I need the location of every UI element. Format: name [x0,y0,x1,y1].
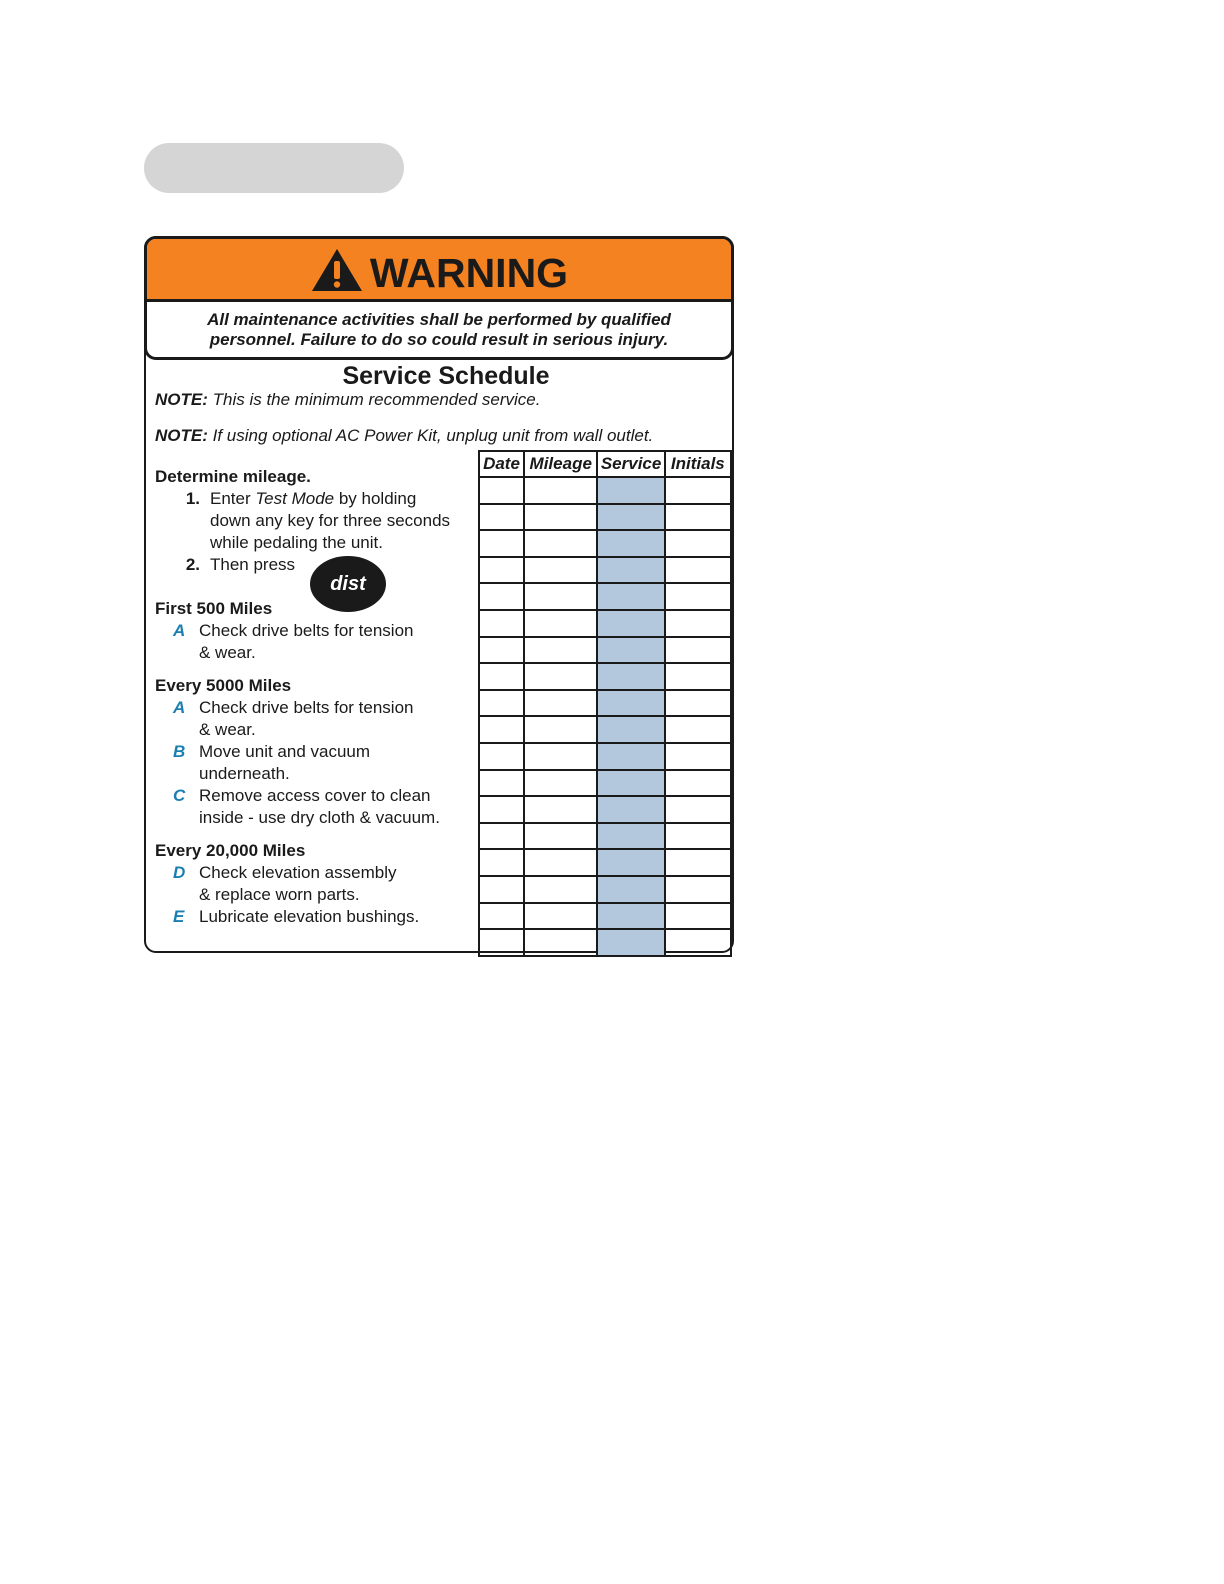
cell-initials [665,557,731,584]
step-text-part: down any key for three seconds [210,511,451,530]
cell-initials [665,637,731,664]
note-label: NOTE: [155,426,208,445]
cell-mileage [524,530,597,557]
cell-mileage [524,929,597,956]
header-tab-placeholder [144,143,404,193]
table-row [479,557,731,584]
first-500-item-a [155,620,475,664]
warning-title: WARNING [369,249,569,296]
cell-service [597,743,664,770]
warning-line-1: All maintenance activities shall be performed by qualified [207,310,671,329]
item-text [199,697,414,741]
cell-initials [665,849,731,876]
cell-initials [665,743,731,770]
cell-initials [665,610,731,637]
item-letter: C [173,786,186,805]
cell-mileage [524,743,597,770]
cell-initials [665,663,731,690]
table-row [479,690,731,717]
cell-service [597,929,664,956]
item-line: Check elevation assembly [199,863,397,882]
table-row [479,876,731,903]
item-line: & wear. [199,643,256,662]
warning-triangle-icon [310,247,364,293]
cell-service [597,796,664,823]
dist-button: dist [310,556,386,612]
item-text [199,620,414,664]
cell-date [479,583,524,610]
cell-mileage [524,716,597,743]
table-row [479,637,731,664]
cell-date [479,663,524,690]
table-row [479,903,731,930]
item-line: Check drive belts for tension [199,698,414,717]
item-letter: B [173,742,186,761]
warning-box [144,236,734,360]
cell-service [597,716,664,743]
cell-initials [665,770,731,797]
item-letter: E [173,907,185,926]
cell-initials [665,929,731,956]
warning-message [147,310,731,350]
step-number: 1. [185,489,200,508]
first-500-heading: First 500 Miles [155,599,273,618]
item-letter: A [173,698,186,717]
cell-initials [665,716,731,743]
step-number: 2. [185,555,200,574]
cell-service [597,663,664,690]
cell-date [479,477,524,504]
cell-service [597,637,664,664]
cell-date [479,796,524,823]
cell-service [597,690,664,717]
item-line: underneath. [199,764,290,783]
table-row [479,716,731,743]
cell-mileage [524,610,597,637]
header-service: Service [597,451,664,477]
cell-mileage [524,849,597,876]
service-schedule-label [144,236,734,953]
item-letter: A [173,621,186,640]
table-header-row [479,451,731,477]
cell-date [479,770,524,797]
note-text: If using optional AC Power Kit, unplug unit from wall outlet. [207,426,654,445]
cell-initials [665,823,731,850]
service-schedule-title: Service Schedule [342,362,550,390]
note-minimum-service [155,390,540,410]
item-line: & wear. [199,720,256,739]
cell-date [479,929,524,956]
service-log-table [478,450,732,957]
cell-date [479,903,524,930]
note-text: This is the minimum recommended service. [207,390,541,409]
cell-mileage [524,583,597,610]
table-row [479,610,731,637]
cell-service [597,823,664,850]
step-text-part: while pedaling the unit. [210,533,383,552]
cell-mileage [524,637,597,664]
cell-date [479,823,524,850]
cell-mileage [524,823,597,850]
item-line: Remove access cover to clean [199,786,431,805]
every-20000-heading: Every 20,000 Miles [155,841,306,860]
cell-initials [665,530,731,557]
cell-mileage [524,557,597,584]
cell-initials [665,876,731,903]
cell-service [597,504,664,531]
table-row [479,504,731,531]
table-row [479,929,731,956]
cell-service [597,477,664,504]
every-5000-item-a [155,697,475,741]
header-mileage: Mileage [524,451,597,477]
warning-line-2: personnel. Failure to do so could result in serious injury. [209,330,669,349]
table-row [479,530,731,557]
cell-mileage [524,477,597,504]
cell-date [479,504,524,531]
cell-initials [665,796,731,823]
determine-mileage-heading: Determine mileage. [155,467,311,486]
warning-banner [147,239,731,302]
item-text [199,741,370,785]
header-date: Date [479,451,524,477]
table-row [479,849,731,876]
item-text [199,862,396,906]
item-text: Lubricate elevation bushings. [199,907,420,926]
cell-date [479,876,524,903]
cell-service [597,557,664,584]
cell-service [597,770,664,797]
cell-initials [665,583,731,610]
cell-service [597,610,664,637]
item-letter: D [173,863,186,882]
cell-service [597,583,664,610]
table-row [479,743,731,770]
note-label: NOTE: [155,390,208,409]
table-row [479,663,731,690]
table-row [479,823,731,850]
every-5000-item-c [155,785,475,829]
table-row [479,477,731,504]
cell-mileage [524,690,597,717]
item-line: Check drive belts for tension [199,621,414,640]
cell-initials [665,903,731,930]
cell-date [479,716,524,743]
cell-service [597,849,664,876]
cell-service [597,530,664,557]
table-row [479,583,731,610]
maintenance-instructions [155,466,475,928]
cell-initials [665,477,731,504]
cell-date [479,637,524,664]
every-20000-item-e [155,906,475,928]
header-initials: Initials [665,451,731,477]
cell-mileage [524,770,597,797]
item-text [199,785,440,829]
cell-date [479,557,524,584]
step-text-part: by holding [334,489,417,508]
table-row [479,796,731,823]
cell-initials [665,690,731,717]
step-text: Then press [210,555,296,574]
table-body [479,477,731,956]
cell-service [597,903,664,930]
cell-initials [665,504,731,531]
every-20000-item-d [155,862,475,906]
every-5000-heading: Every 5000 Miles [155,676,292,695]
mileage-step-1 [155,488,475,554]
note-ac-power [155,426,653,446]
cell-mileage [524,876,597,903]
cell-date [479,610,524,637]
cell-mileage [524,903,597,930]
item-line: inside - use dry cloth & vacuum. [199,808,440,827]
cell-date [479,849,524,876]
step-text [210,488,450,554]
item-line: Move unit and vacuum [199,742,371,761]
cell-date [479,743,524,770]
every-5000-item-b [155,741,475,785]
item-line: & replace worn parts. [199,885,360,904]
cell-date [479,690,524,717]
cell-mileage [524,796,597,823]
table-row [479,770,731,797]
step-text-part: Enter [210,489,256,508]
test-mode-term: Test Mode [255,489,335,508]
cell-date [479,530,524,557]
cell-mileage [524,504,597,531]
cell-mileage [524,663,597,690]
cell-service [597,876,664,903]
